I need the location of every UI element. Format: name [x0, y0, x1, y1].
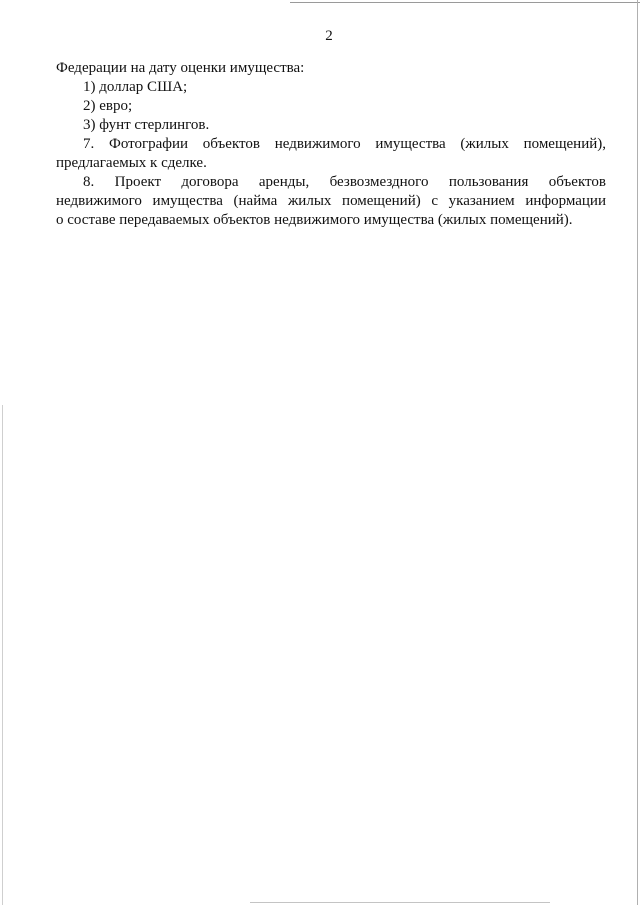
list-item-eur: 2) евро; [83, 98, 133, 114]
page-number: 2 [325, 28, 333, 44]
scan-edge-left [2, 405, 3, 905]
paragraph-8-line-1: 8. Проект договора аренды, безвозмездного пользования объектов [83, 174, 606, 190]
paragraph-7-line-2: предлагаемых к сделке. [56, 155, 207, 171]
list-item-usd: 1) доллар США; [83, 79, 188, 95]
document-body [56, 59, 606, 230]
scan-edge-bottom [250, 902, 550, 903]
list-item-gbp: 3) фунт стерлингов. [83, 117, 210, 133]
scan-edge-right [637, 0, 638, 905]
paragraph-8-line-2: недвижимого имущества (найма жилых помещений) с указанием информации [56, 193, 606, 209]
text-line: Федерации на дату оценки имущества: [56, 60, 305, 76]
paragraph-7-line-1: 7. Фотографии объектов недвижимого имущества (жилых помещений), [83, 136, 606, 152]
scan-edge-top [290, 2, 640, 3]
paragraph-8-line-3: о составе передаваемых объектов недвижимого имущества (жилых помещений). [56, 212, 573, 228]
